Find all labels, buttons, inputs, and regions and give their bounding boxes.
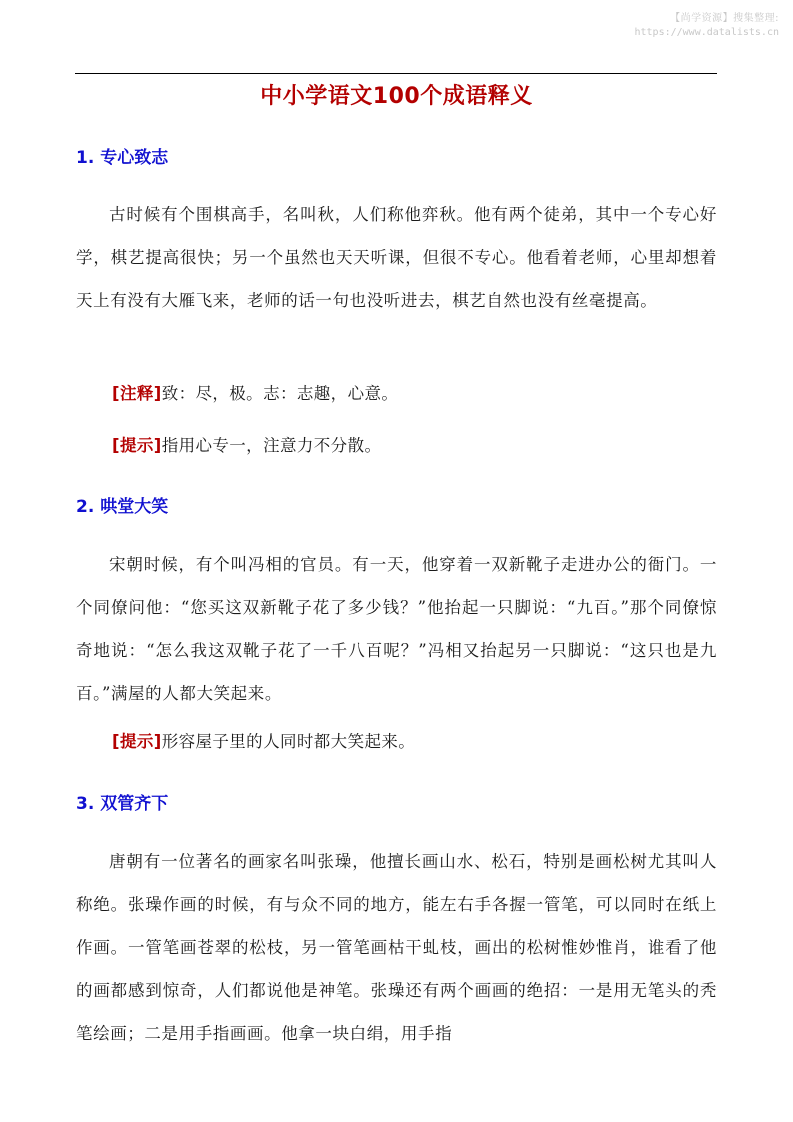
hint-note xyxy=(112,729,415,755)
note-text: 致：尽，极。志：志趣，心意。 xyxy=(161,384,399,403)
section-paragraph: 宋朝时候，有个叫冯相的官员。有一天，他穿着一双新靴子走进办公的衙门。一个同僚问他：“您买这双新靴子花了多少钱？”他抬起一只脚说：“九百。”那个同僚惊奇地说：“怎么我这双靴子花了一千八百呢？”冯相又抬起另一只脚说：“这只也是九百。”满屋的人都大笑起来。 xyxy=(76,555,717,703)
hint-text: 指用心专一，注意力不分散。 xyxy=(161,436,382,455)
section-heading: 3. 双管齐下 xyxy=(76,794,169,814)
document-title: 中小学语文100个成语释义 xyxy=(260,84,533,109)
section-paragraph: 唐朝有一位著名的画家名叫张璪，他擅长画山水、松石，特别是画松树尤其叫人称绝。张璪作画的时候，有与众不同的地方，能左右手各握一管笔，可以同时在纸上作画。一管笔画苍翠的松枝，另一管笔画枯干虬枝，画出的松树惟妙惟肖，谁看了他的画都感到惊奇，人们都说他是神笔。张璪还有两个画画的绝招：一是用无笔头的秃笔绘画；二是用手指画画。他拿一块白绢，用手指 xyxy=(76,852,717,1043)
note-tag: [注释] xyxy=(112,384,162,403)
watermark xyxy=(635,12,780,40)
watermark-url: https://www.datalists.cn xyxy=(634,27,779,38)
hint-tag: [提示] xyxy=(112,436,162,455)
header-rule xyxy=(75,73,717,74)
hint-note xyxy=(112,433,381,459)
annotation-note xyxy=(112,381,398,407)
section-heading: 1. 专心致志 xyxy=(76,148,169,168)
watermark-source: 【尚学资源】搜集整理: xyxy=(670,13,779,24)
hint-tag: [提示] xyxy=(112,732,162,751)
section-heading: 2. 哄堂大笑 xyxy=(76,497,169,517)
section-paragraph: 古时候有个围棋高手，名叫秋，人们称他弈秋。他有两个徒弟，其中一个专心好学，棋艺提高很快；另一个虽然也天天听课，但很不专心。他看着老师，心里却想着天上有没有大雁飞来，老师的话一句也没听进去，棋艺自然也没有丝毫提高。 xyxy=(76,205,717,310)
hint-text: 形容屋子里的人同时都大笑起来。 xyxy=(161,732,416,751)
